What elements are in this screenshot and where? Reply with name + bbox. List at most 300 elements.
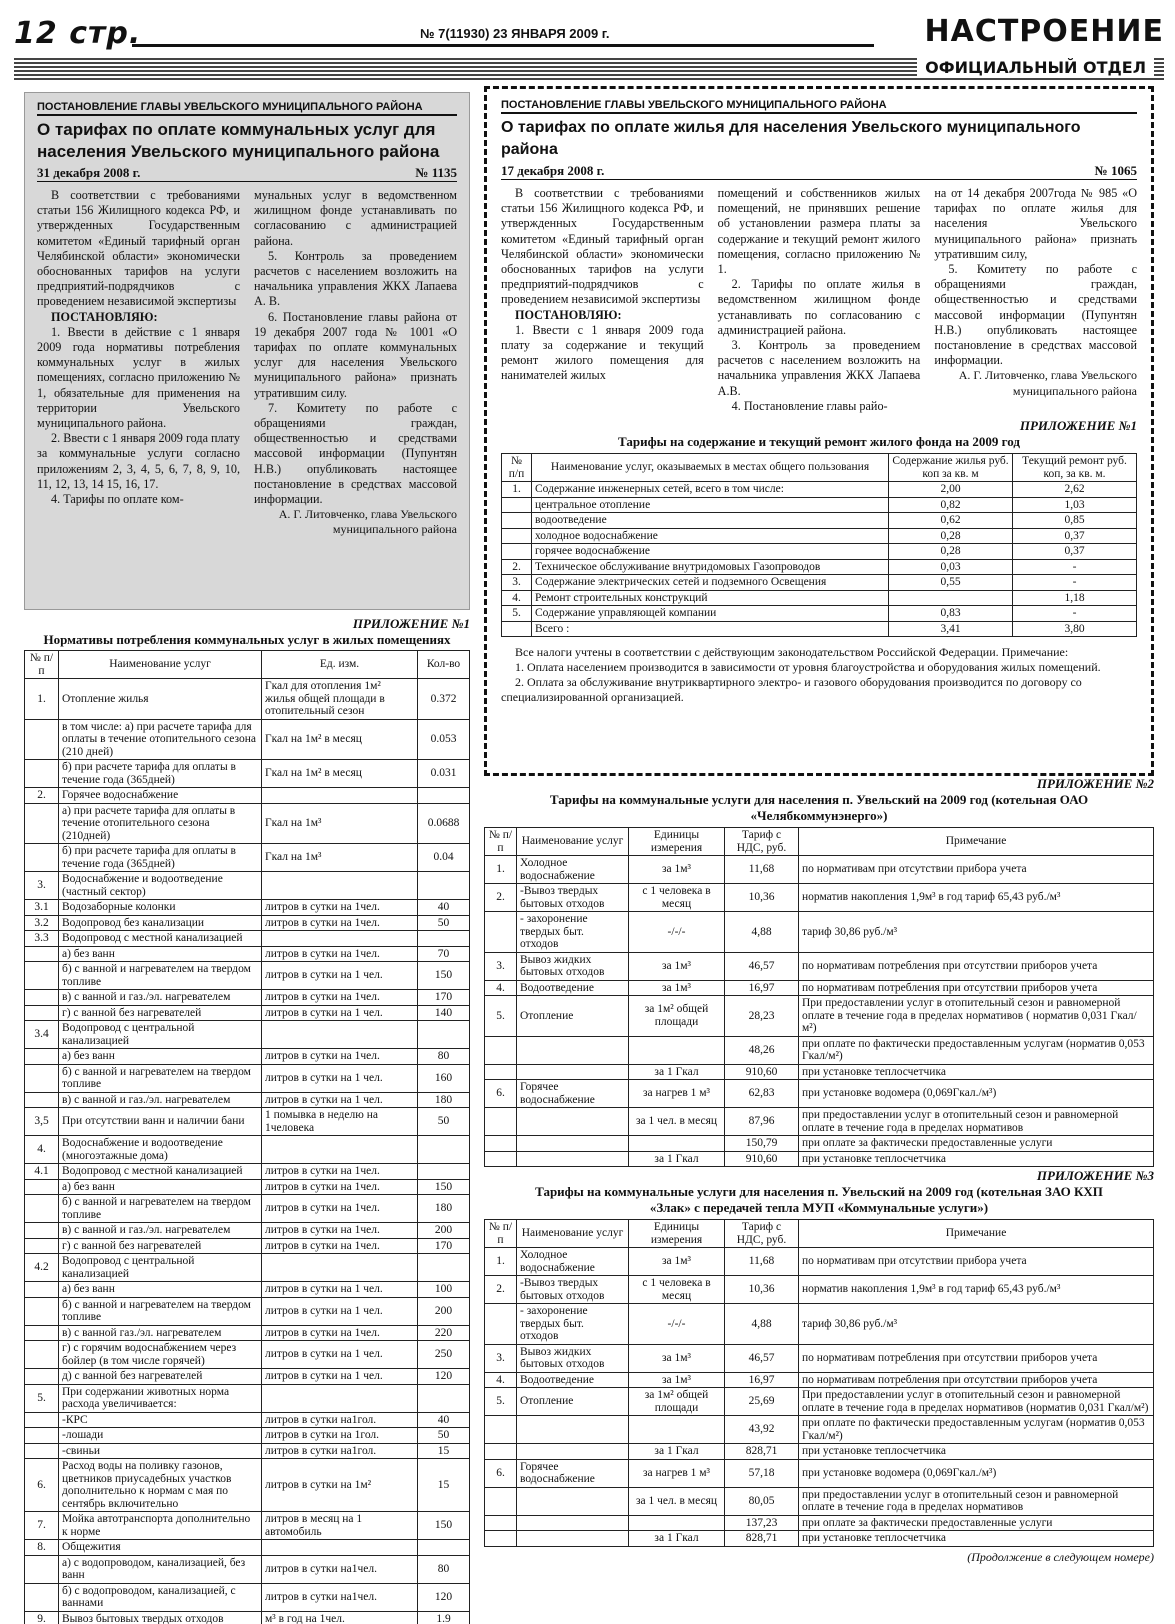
table-cell: Горячее водоснабжение — [517, 1459, 629, 1487]
paragraph: В соответствии с требованиями статьи 156 Жилищного кодекса РФ, и утвержденных Государственным комитетом «Единый тарифный орган Челябинской области» экономически обоснованных тарифов на услуги предприятий-подрядчиков с проведением независимой экспертизы — [37, 188, 240, 309]
body-column — [37, 188, 240, 538]
table-row — [25, 1428, 470, 1444]
table-row — [485, 1416, 1154, 1444]
table-cell — [25, 1325, 59, 1341]
table-cell: -лошади — [59, 1428, 262, 1444]
table-cell: за 1 чел. в месяц — [629, 1108, 725, 1136]
table-cell: 0.053 — [418, 719, 470, 760]
paragraph: мунальных услуг в ведомственном жилищном фонде устанавливать по согласованию с администрацией района. — [254, 188, 457, 248]
table-cell: по нормативам потребления при отсутствии приборов учета — [799, 980, 1154, 996]
table-cell: литров в сутки на 1чел. — [262, 1325, 418, 1341]
table-cell: при установке теплосчетчика — [799, 1531, 1154, 1547]
table-cell: При предоставлении услуг в отопительный сезон и равномерной оплате в течение года в пределах нормативов (норматив 0,031 Гкал/м²) — [799, 1388, 1154, 1416]
table-cell: при установке теплосчетчика — [799, 1444, 1154, 1460]
table-cell: 1,03 — [1013, 497, 1137, 513]
table-cell — [25, 1555, 59, 1583]
table-row — [25, 844, 470, 872]
table-cell: 4,88 — [725, 912, 799, 953]
table-cell — [517, 1416, 629, 1444]
paragraph: 7. Комитету по работе с обращениями граждан, общественностью и средствами массовой информации (Пупунтян Н.В.) опубликовать настоящее постановление в средствах массовой информации. — [254, 400, 457, 507]
paragraph: ПОСТАНОВЛЯЮ: — [51, 309, 158, 324]
table-cell: 150 — [418, 1179, 470, 1195]
table-cell: 220 — [418, 1325, 470, 1341]
table-cell: 0,82 — [889, 497, 1013, 513]
table-cell: 3,41 — [889, 621, 1013, 637]
norms-table — [24, 650, 470, 1624]
table-cell — [25, 844, 59, 872]
norms-section — [24, 616, 470, 1624]
table-cell — [418, 788, 470, 804]
table-row — [485, 1248, 1154, 1276]
column-header: Единицы измерения — [629, 1220, 725, 1248]
table-row — [25, 1297, 470, 1325]
paragraph: 5. Контроль за проведением расчетов с населением возложить на начальника управления ЖКХ Лапаева А. В. — [254, 248, 457, 309]
table-row — [25, 803, 470, 844]
table-cell: 1. — [485, 856, 517, 884]
article-title: О тарифах по оплате коммунальных услуг для населения Увельского муниципального района — [37, 120, 440, 161]
table-cell — [517, 1036, 629, 1064]
table-row — [502, 528, 1137, 544]
table-cell: 7. — [25, 1512, 59, 1540]
table-row — [485, 1304, 1154, 1345]
note: 2. Оплата за обслуживание внутриквартирного электро- и газового оборудования производится по договору со специализированной организацией. — [501, 675, 1082, 705]
table-cell — [502, 528, 532, 544]
table-cell: 5. — [502, 606, 532, 622]
table-cell: 0,62 — [889, 513, 1013, 529]
table-cell — [25, 1443, 59, 1459]
table-cell — [262, 872, 418, 900]
paragraph: помещений и собственников жилых помещений, не принявших решение об установлении размера платы за содержание и текущий ремонт жилого помещения, согласно приложению № 1. — [717, 186, 921, 277]
table-row — [25, 1108, 470, 1136]
table-cell: Гкал на 1м³ — [262, 803, 418, 844]
table-cell: за нагрев 1 м³ — [629, 1459, 725, 1487]
table-cell — [262, 1021, 418, 1049]
paragraph: 1. Ввести с 1 января 2009 года плату за содержание и текущий ремонт жилого помещения для нанимателей жилых — [501, 322, 704, 383]
column-header: Наименование услуг — [59, 651, 262, 679]
table-cell — [485, 1515, 517, 1531]
table-row — [25, 1223, 470, 1239]
table-cell — [629, 1036, 725, 1064]
table-cell: 1. — [485, 1248, 517, 1276]
table-row — [502, 590, 1137, 606]
column-header: № п/п — [485, 828, 517, 856]
table-cell: по нормативам потребления при отсутствии приборов учета — [799, 1344, 1154, 1372]
table-row — [485, 884, 1154, 912]
table-cell: литров в сутки на 1чел. — [262, 946, 418, 962]
column-header: Содержание жилья руб. коп за кв. м — [889, 454, 1013, 482]
table-cell: 180 — [418, 1092, 470, 1108]
continuation-note: (Продолжение в следующем номере) — [967, 1549, 1154, 1564]
table-cell: центральное отопление — [532, 497, 889, 513]
table-cell: литров в сутки на 1 чел. — [262, 1341, 418, 1369]
table-cell: при предоставлении услуг в отопительный сезон и равномерной оплате в течение года в пределах нормативов — [799, 1487, 1154, 1515]
table-cell: 160 — [418, 1064, 470, 1092]
column-header: Единицы измерения — [629, 828, 725, 856]
table-cell: а) с водопроводом, канализацией, без ванн — [59, 1555, 262, 1583]
table-cell: при установке водомера (0,069Гкал./м³) — [799, 1080, 1154, 1108]
table-cell: 80,05 — [725, 1487, 799, 1515]
table-cell — [485, 912, 517, 953]
table-cell: Гкал на 1м² в месяц — [262, 719, 418, 760]
table-cell: при оплате по фактически предоставленным услугам (норматив 0,053 Гкал/м²) — [799, 1036, 1154, 1064]
table-cell: за 1 Гкал — [629, 1151, 725, 1167]
table-cell: 0,83 — [889, 606, 1013, 622]
table-cell: в) с ванной и газ./эл. нагревателем — [59, 1092, 262, 1108]
table-cell: Водопровод с местной канализацией — [59, 931, 262, 947]
table-cell — [418, 1540, 470, 1556]
table-row — [25, 1611, 470, 1624]
table-row — [502, 559, 1137, 575]
table-row — [25, 931, 470, 947]
table-cell: 40 — [418, 900, 470, 916]
table-cell: Техническое обслуживание внутридомовых Газопроводов — [532, 559, 889, 575]
table-cell: 4.1 — [25, 1164, 59, 1180]
issue-label: № 7(11930) 23 ЯНВАРЯ 2009 г. — [414, 26, 616, 41]
table-cell — [517, 1487, 629, 1515]
table-cell: 87,96 — [725, 1108, 799, 1136]
table-cell: за 1 Гкал — [629, 1531, 725, 1547]
table-row — [25, 719, 470, 760]
subsection-title: ОФИЦИАЛЬНЫЙ ОТДЕЛ — [917, 58, 1154, 77]
table-row — [502, 544, 1137, 560]
table-cell — [418, 1136, 470, 1164]
table-row — [485, 1444, 1154, 1460]
table-row — [502, 513, 1137, 529]
table-cell — [517, 1064, 629, 1080]
table-cell: за 1м³ — [629, 980, 725, 996]
table-cell: г) с горячим водоснабжением через бойлер (в том числе горячей) — [59, 1341, 262, 1369]
table-row — [25, 1179, 470, 1195]
table-cell: Гкал для отопления 1м² жилья общей площади в отопительный сезон — [262, 679, 418, 720]
table-row — [25, 760, 470, 788]
body-column — [934, 186, 1137, 414]
table-cell — [502, 513, 532, 529]
table-cell — [485, 1416, 517, 1444]
table-cell — [485, 1036, 517, 1064]
table-cell: 50 — [418, 1428, 470, 1444]
column-header: Тариф с НДС, руб. — [725, 1220, 799, 1248]
table-cell: с 1 человека в месяц — [629, 1276, 725, 1304]
table-cell — [502, 544, 532, 560]
table-cell: д) с ванной без нагревателей — [59, 1369, 262, 1385]
table-cell: Водоснабжение и водоотведение (частный сектор) — [59, 872, 262, 900]
table-cell — [629, 1136, 725, 1152]
appendix-2-section — [484, 776, 1154, 1165]
table-cell: 1. — [502, 482, 532, 498]
table-cell: 2. — [502, 559, 532, 575]
table-cell — [25, 1179, 59, 1195]
table-cell: 0,37 — [1013, 544, 1137, 560]
table-cell: литров в месяц на 1 автомобиль — [262, 1512, 418, 1540]
table-cell: а) без ванн — [59, 946, 262, 962]
page-number: 12 стр. — [14, 16, 142, 51]
table-cell: 4,88 — [725, 1304, 799, 1345]
table-cell: 3.4 — [25, 1021, 59, 1049]
table-row — [485, 1108, 1154, 1136]
table-cell: за 1 Гкал — [629, 1064, 725, 1080]
table-cell: по нормативам при отсутствии прибора учета — [799, 856, 1154, 884]
table-cell: норматив накопления 1,9м³ в год тариф 65,43 руб./м³ — [799, 1276, 1154, 1304]
table-row — [25, 1005, 470, 1021]
table-row — [502, 606, 1137, 622]
body-column — [254, 188, 457, 538]
table-cell: 910,60 — [725, 1151, 799, 1167]
table-cell: 5. — [25, 1384, 59, 1412]
column-header: № п/п — [485, 1220, 517, 1248]
table-cell: Вывоз бытовых твердых отходов — [59, 1611, 262, 1624]
table-cell: литров в сутки на1чел. — [262, 1555, 418, 1583]
paragraph: 1. Ввести в действие с 1 января 2009 года нормативы потребления коммунальных услуг в жилых помещениях, согласно приложению № 1, обязательные для применения на территории Увельского муниципального района. — [37, 324, 240, 431]
table-cell — [25, 1297, 59, 1325]
right-article — [484, 86, 1154, 776]
table-cell: 0.04 — [418, 844, 470, 872]
appendix-3-table — [484, 1219, 1154, 1547]
table-cell: 3. — [25, 872, 59, 900]
table-cell: 3.3 — [25, 931, 59, 947]
column-header: Наименование услуг, оказываемых в местах общего пользования — [532, 454, 889, 482]
table-cell: 16,97 — [725, 1372, 799, 1388]
table-row — [25, 962, 470, 990]
table-cell — [25, 1282, 59, 1298]
table-row — [502, 575, 1137, 591]
table-row — [485, 856, 1154, 884]
table-cell: 15 — [418, 1459, 470, 1512]
table-cell — [25, 990, 59, 1006]
table-cell: 62,83 — [725, 1080, 799, 1108]
table-cell: -Вывоз твердых бытовых отходов — [517, 884, 629, 912]
table-cell: 15 — [418, 1443, 470, 1459]
table-cell: в) с ванной и газ./эл. нагревателем — [59, 1223, 262, 1239]
article-rubric: ПОСТАНОВЛЕНИЕ ГЛАВЫ УВЕЛЬСКОГО МУНИЦИПАЛЬНОГО РАЙОНА — [37, 101, 457, 116]
appendix-2-table — [484, 827, 1154, 1167]
table-row — [25, 1384, 470, 1412]
table-cell: Содержание инженерных сетей, всего в том числе: — [532, 482, 889, 498]
appendix-label: ПРИЛОЖЕНИЕ №2 — [1036, 776, 1154, 791]
table-row — [25, 1369, 470, 1385]
table-cell: Водоотведение — [517, 980, 629, 996]
table-cell: литров в сутки на 1 чел. — [262, 1282, 418, 1298]
table-row — [25, 1540, 470, 1556]
table-cell: -/-/- — [629, 912, 725, 953]
table-cell — [502, 497, 532, 513]
table-cell: Холодное водоснабжение — [517, 1248, 629, 1276]
table-cell: при оплате за фактически предоставленные услуги — [799, 1515, 1154, 1531]
table-cell — [485, 1444, 517, 1460]
table-cell — [25, 1341, 59, 1369]
table-row — [485, 1372, 1154, 1388]
table-cell: 1 помывка в неделю на 1человека — [262, 1108, 418, 1136]
column-header: Наименование услуг — [517, 828, 629, 856]
table-cell — [418, 1021, 470, 1049]
table-cell — [262, 931, 418, 947]
table-row — [25, 1512, 470, 1540]
section-title: НАСТРОЕНИЕ — [924, 14, 1164, 49]
table-cell: 1. — [25, 679, 59, 720]
table-cell: б) с ванной и нагревателем на твердом топливе — [59, 962, 262, 990]
table-cell — [25, 1049, 59, 1065]
table-cell: литров в сутки на 1м² — [262, 1459, 418, 1512]
table-cell: 16,97 — [725, 980, 799, 996]
table-cell: норматив накопления 1,9м³ в год тариф 65,43 руб./м³ — [799, 884, 1154, 912]
table-cell: 57,18 — [725, 1459, 799, 1487]
table-cell: литров в сутки на 1чел. — [262, 915, 418, 931]
table-cell: 70 — [418, 946, 470, 962]
table-cell: Вывоз жидких бытовых отходов — [517, 952, 629, 980]
table-row — [25, 1064, 470, 1092]
table-row — [502, 621, 1137, 637]
table-cell: за 1м³ — [629, 952, 725, 980]
table-cell: 3.2 — [25, 915, 59, 931]
table-row — [485, 1531, 1154, 1547]
column-header: Кол-во — [418, 651, 470, 679]
paragraph: на от 14 декабря 2007года № 985 «О тарифах по оплате жилья для населения Увельского муниципального района» признать утратившим силу, — [934, 186, 1138, 261]
table-cell: - захоронение твердых быт. отходов — [517, 1304, 629, 1345]
table-cell — [418, 931, 470, 947]
table-cell: Водопровод с местной канализацией — [59, 1164, 262, 1180]
paragraph: 4. Постановление главы райо- — [731, 398, 888, 413]
table-cell — [485, 1487, 517, 1515]
table-row — [485, 1136, 1154, 1152]
table-cell — [262, 1384, 418, 1412]
table-row — [502, 482, 1137, 498]
table-row — [25, 1412, 470, 1428]
table-cell: при установке теплосчетчика — [799, 1151, 1154, 1167]
table-cell: Гкал на 1м² в месяц — [262, 760, 418, 788]
table-row — [25, 1195, 470, 1223]
table-cell: Отопление — [517, 1388, 629, 1416]
table-cell: литров в сутки на 1 чел. — [262, 1064, 418, 1092]
column-header: № п/п — [25, 651, 59, 679]
table-row — [25, 1555, 470, 1583]
table-row — [485, 1276, 1154, 1304]
table-cell: 46,57 — [725, 952, 799, 980]
table-cell: 5. — [485, 1388, 517, 1416]
table-cell: за 1м³ — [629, 1372, 725, 1388]
table-row — [25, 872, 470, 900]
table-cell — [25, 1369, 59, 1385]
table-cell: 2. — [25, 788, 59, 804]
table-cell — [25, 1412, 59, 1428]
table-row — [485, 952, 1154, 980]
table-cell: за 1м³ — [629, 856, 725, 884]
paragraph: 2. Ввести с 1 января 2009 года плату за коммунальные услуги согласно приложениям 2, 3, 4, 5, 6, 7, 8, 9, 10, 11, 12, 13, 14 15, 16, 17. — [37, 431, 240, 491]
table-cell: Содержание управляющей компании — [532, 606, 889, 622]
signature: А. Г. Литовченко, глава Увельского муниципального района — [958, 368, 1138, 398]
table-cell — [485, 1108, 517, 1136]
paragraph: В соответствии с требованиями статьи 156 Жилищного кодекса РФ, и утвержденных Государственным комитетом «Единый тарифный орган Челябинской области» экономически обоснованных тарифов на услуги предприятий-подрядчиков с проведением независимой экспертизы — [501, 186, 704, 307]
paragraph: 3. Контроль за проведением расчетов с населением возложить на начальника управления ЖКХ Лапаева А.В. — [717, 338, 921, 398]
table-row — [25, 1583, 470, 1611]
column-header: Тариф с НДС, руб. — [725, 828, 799, 856]
table-row — [25, 1164, 470, 1180]
table-row — [25, 1092, 470, 1108]
table-cell: -Вывоз твердых бытовых отходов — [517, 1276, 629, 1304]
table-cell — [262, 788, 418, 804]
table-cell: 2. — [485, 884, 517, 912]
table-cell: литров в сутки на1гол. — [262, 1412, 418, 1428]
table-cell: 28,23 — [725, 996, 799, 1037]
table-cell: 10,36 — [725, 1276, 799, 1304]
table-row — [485, 1036, 1154, 1064]
table-title: Тарифы на коммунальные услуги для населения п. Увельский на 2009 год (котельная ОАО «Челябкоммунэнерго») — [549, 792, 1089, 823]
table-cell: б) при расчете тарифа для оплаты в течение года (365дней) — [59, 760, 262, 788]
table-cell — [517, 1108, 629, 1136]
table-cell: при установке водомера (0,069Гкал./м³) — [799, 1459, 1154, 1487]
table-cell: Всего : — [532, 621, 889, 637]
table-cell: Расход воды на поливку газонов, цветников приусадебных участков дополнительно к нормам с мая по сентябрь включительно — [59, 1459, 262, 1512]
table-header-row — [502, 454, 1137, 482]
table-cell: Водоотведение — [517, 1372, 629, 1388]
table-cell: б) с ванной и нагревателем на твердом топливе — [59, 1195, 262, 1223]
table-cell: б) при расчете тарифа для оплаты в течение года (365дней) — [59, 844, 262, 872]
table-cell: 828,71 — [725, 1531, 799, 1547]
article-rubric: ПОСТАНОВЛЕНИЕ ГЛАВЫ УВЕЛЬСКОГО МУНИЦИПАЛЬНОГО РАЙОНА — [501, 99, 1137, 114]
table-cell: -КРС — [59, 1412, 262, 1428]
table-cell: Гкал на 1м³ — [262, 844, 418, 872]
table-cell — [25, 1223, 59, 1239]
table-cell: 120 — [418, 1369, 470, 1385]
table-cell: литров в сутки на1гол. — [262, 1443, 418, 1459]
table-row — [485, 996, 1154, 1037]
table-cell: литров в сутки на 1чел. — [262, 1164, 418, 1180]
table-cell: 250 — [418, 1341, 470, 1369]
table-cell: 6. — [485, 1459, 517, 1487]
table-cell: Содержание электрических сетей и подземного Освещения — [532, 575, 889, 591]
table-cell: Холодное водоснабжение — [517, 856, 629, 884]
table-cell: При содержании животных норма расхода увеличивается: — [59, 1384, 262, 1412]
table-cell: 48,26 — [725, 1036, 799, 1064]
article-dateline — [37, 165, 457, 182]
table-row — [485, 1064, 1154, 1080]
table-cell: тариф 30,86 руб./м³ — [799, 1304, 1154, 1345]
table-cell: 3. — [485, 952, 517, 980]
appendix-label: ПРИЛОЖЕНИЕ №1 — [352, 616, 470, 631]
table-cell: 180 — [418, 1195, 470, 1223]
table-cell: 3. — [485, 1344, 517, 1372]
header-rule — [132, 44, 874, 47]
table-cell: 170 — [418, 990, 470, 1006]
table-header-row — [25, 651, 470, 679]
body-column — [501, 186, 704, 414]
table-cell: б) с водопроводом, канализацией, с ваннами — [59, 1583, 262, 1611]
table-row — [485, 1344, 1154, 1372]
note: 1. Оплата населением производится в зависимости от уровня благоустройства и оборудования жилых помещений. — [515, 660, 1101, 675]
table-cell: по нормативам при отсутствии прибора учета — [799, 1248, 1154, 1276]
table-cell — [418, 872, 470, 900]
table-cell: литров в сутки на 1чел. — [262, 900, 418, 916]
table-cell: 0.0688 — [418, 803, 470, 844]
table-cell — [517, 1531, 629, 1547]
table-cell: 40 — [418, 1412, 470, 1428]
table-cell: при оплате по фактически предоставленным услугам (норматив 0,053 Гкал/м²) — [799, 1416, 1154, 1444]
table-row — [485, 1515, 1154, 1531]
table-cell — [517, 1515, 629, 1531]
table-cell: 200 — [418, 1297, 470, 1325]
table-cell: Отопление — [517, 996, 629, 1037]
paragraph: 5. Комитету по работе с обращениями граждан, общественностью и средствами массовой информации (Пупунтян Н.В.) опубликовать настоящее постановление в средствах массовой информации. — [934, 262, 1138, 368]
table-row — [25, 915, 470, 931]
table-cell: литров в сутки на 1чел. — [262, 1223, 418, 1239]
table-cell: с 1 человека в месяц — [629, 884, 725, 912]
table-row — [25, 1049, 470, 1065]
page-header — [14, 14, 1164, 54]
table-cell — [889, 590, 1013, 606]
table-cell: 3,5 — [25, 1108, 59, 1136]
table-cell: 150 — [418, 962, 470, 990]
table-cell: Водоснабжение и водоотведение (многоэтажные дома) — [59, 1136, 262, 1164]
table-cell: 6. — [485, 1080, 517, 1108]
table-cell: 3.1 — [25, 900, 59, 916]
